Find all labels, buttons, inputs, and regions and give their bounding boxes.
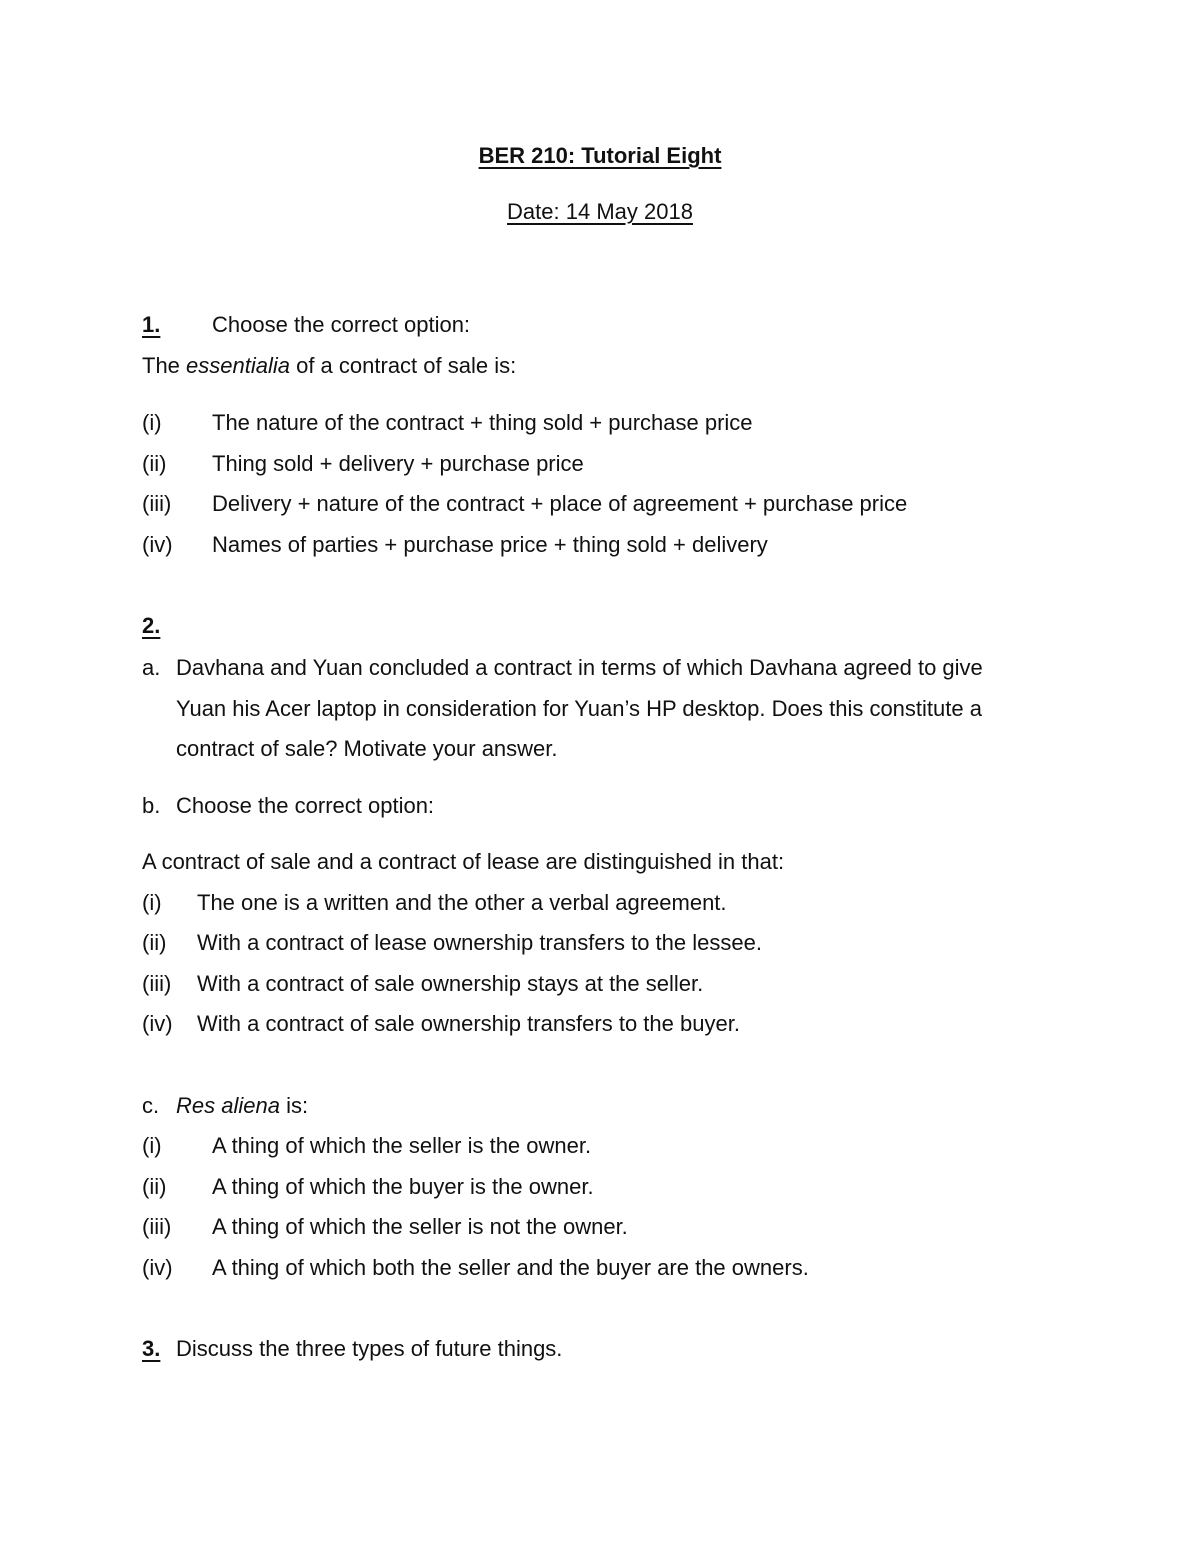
- q1-stem-italic: essentialia: [186, 353, 290, 378]
- q2b-option-label: (iii): [142, 971, 172, 996]
- q2c-option-label: (iii): [142, 1214, 172, 1239]
- q2b-option-text: With a contract of sale ownership transfers to the buyer.: [197, 1011, 740, 1036]
- q2b-option-label: (ii): [142, 930, 167, 955]
- q2b-option-text: With a contract of sale ownership stays at the seller.: [197, 971, 704, 996]
- q2c-option-text: A thing of which the buyer is the owner.: [212, 1174, 594, 1199]
- q2c-stem-italic: Res aliena: [176, 1093, 280, 1118]
- q1-option-label: (ii): [142, 451, 167, 476]
- q3-text: Discuss the three types of future things.: [176, 1336, 563, 1361]
- q1-option-text: Names of parties + purchase price + thing sold + delivery: [212, 532, 768, 557]
- q2c-label: c.: [142, 1093, 160, 1118]
- q2c-option-label: (ii): [142, 1174, 167, 1199]
- q2b-label: b.: [142, 793, 161, 818]
- q2c-option-label: (iv): [142, 1255, 173, 1280]
- q1-stem: [142, 355, 516, 377]
- q1-stem-pre: The: [142, 353, 187, 378]
- q2a-line: Yuan his Acer laptop in consideration for Yuan’s HP desktop. Does this constitute a: [176, 696, 982, 721]
- q2b-option-text: The one is a written and the other a verbal agreement.: [197, 890, 727, 915]
- q2b-option-label: (i): [142, 890, 162, 915]
- q1-option-label: (i): [142, 410, 162, 435]
- q2a-line: contract of sale? Motivate your answer.: [176, 736, 558, 761]
- q2c-option-text: A thing of which the seller is the owner.: [212, 1133, 592, 1158]
- q2a-line: Davhana and Yuan concluded a contract in terms of which Davhana agreed to give: [176, 655, 983, 680]
- q1-stem-post: of a contract of sale is:: [289, 353, 517, 378]
- q2a-label: a.: [142, 655, 161, 680]
- q2b-stem: A contract of sale and a contract of lease are distinguished in that:: [142, 849, 785, 874]
- q1-option-text: Delivery + nature of the contract + place of agreement + purchase price: [212, 491, 908, 516]
- q2b-instruction: Choose the correct option:: [176, 793, 435, 818]
- q2c-option-label: (i): [142, 1133, 162, 1158]
- q1-instruction: Choose the correct option:: [212, 312, 471, 337]
- q1-option-label: (iii): [142, 491, 172, 516]
- q1-option-text: Thing sold + delivery + purchase price: [212, 451, 584, 476]
- q1-number: 1.: [142, 312, 161, 337]
- page-title: BER 210: Tutorial Eight: [478, 143, 722, 168]
- q2c-option-text: A thing of which the seller is not the owner.: [212, 1214, 628, 1239]
- q2c-stem-post: is:: [279, 1093, 309, 1118]
- q3-number: 3.: [142, 1336, 161, 1361]
- q2c-stem: [176, 1095, 308, 1117]
- q2b-option-text: With a contract of lease ownership transfers to the lessee.: [197, 930, 762, 955]
- q2c-option-text: A thing of which both the seller and the buyer are the owners.: [212, 1255, 809, 1280]
- date-line: Date: 14 May 2018: [507, 199, 693, 224]
- q1-option-text: The nature of the contract + thing sold + purchase price: [212, 410, 753, 435]
- q2b-option-label: (iv): [142, 1011, 173, 1036]
- q2-number: 2.: [142, 613, 161, 638]
- q1-option-label: (iv): [142, 532, 173, 557]
